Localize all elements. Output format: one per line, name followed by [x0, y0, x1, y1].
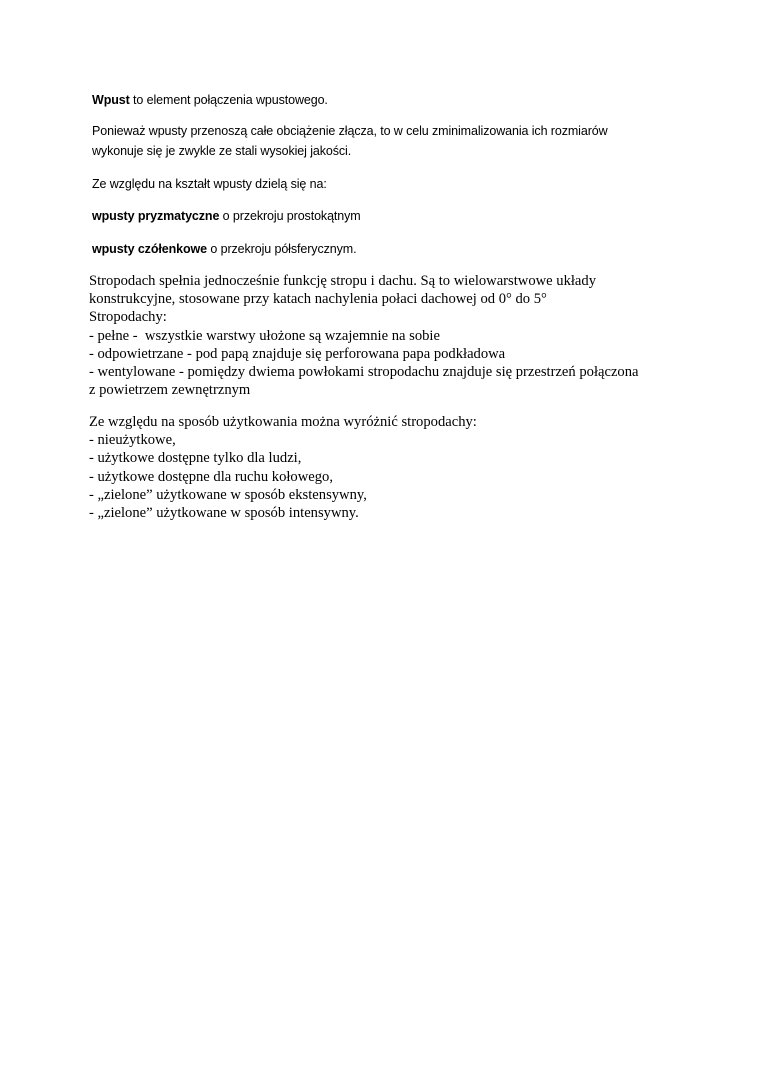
stropodach-line: - pełne - wszystkie warstwy ułożone są wzajemnie na sobie	[89, 327, 440, 344]
type-woodruff-text: o przekroju półsferycznym.	[207, 242, 357, 256]
type-woodruff-term: wpusty czółenkowe	[92, 242, 207, 256]
type-woodruff	[92, 239, 692, 259]
stropodach-line: Stropodach spełnia jednocześnie funkcję stropu i dachu. Są to wielowarstwowe układy	[89, 273, 596, 289]
uzytkowanie-line: - użytkowe dostępne dla ruchu kołowego,	[89, 468, 333, 485]
stropodach-line: Stropodachy:	[89, 309, 167, 326]
type-prismatic-term: wpusty pryzmatyczne	[92, 209, 220, 223]
stropodach-line: z powietrzem zewnętrznym	[89, 382, 251, 399]
uzytkowanie-line: - „zielone” użytkowane w sposób intensywny.	[89, 505, 359, 522]
uzytkowanie-line: - nieużytkowe,	[89, 432, 176, 449]
uzytkowanie-line: Ze względu na sposób użytkowania można wyróżnić stropodachy:	[89, 414, 477, 430]
uzytkowanie-line: - użytkowe dostępne tylko dla ludzi,	[89, 450, 302, 467]
load-paragraph-line-2: wykonuje się je zwykle ze stali wysokiej jakości.	[92, 144, 352, 158]
intro-term: Wpust	[92, 93, 130, 107]
stropodach-block	[89, 272, 689, 399]
intro-text: to element połączenia wpustowego.	[129, 93, 328, 107]
type-prismatic	[92, 206, 692, 226]
stropodach-line: konstrukcyjne, stosowane przy katach nachylenia połaci dachowej od 0° do 5°	[89, 291, 547, 308]
intro-paragraph	[92, 90, 692, 110]
uzytkowanie-block	[89, 413, 689, 522]
uzytkowanie-line: - „zielone” użytkowane w sposób ekstensywny,	[89, 486, 367, 503]
stropodach-line: - wentylowane - pomiędzy dwiema powłokami stropodachu znajduje się przestrzeń połączona	[89, 364, 639, 381]
type-prismatic-text: o przekroju prostokątnym	[219, 209, 361, 223]
load-paragraph	[92, 121, 692, 161]
stropodach-line: - odpowietrzane - pod papą znajduje się perforowana papa podkładowa	[89, 345, 506, 362]
load-paragraph-line-1: Ponieważ wpusty przenoszą całe obciążenie złącza, to w celu zminimalizowania ich rozmiarów	[92, 124, 608, 138]
shape-paragraph: Ze względu na kształt wpusty dzielą się na:	[92, 177, 327, 191]
